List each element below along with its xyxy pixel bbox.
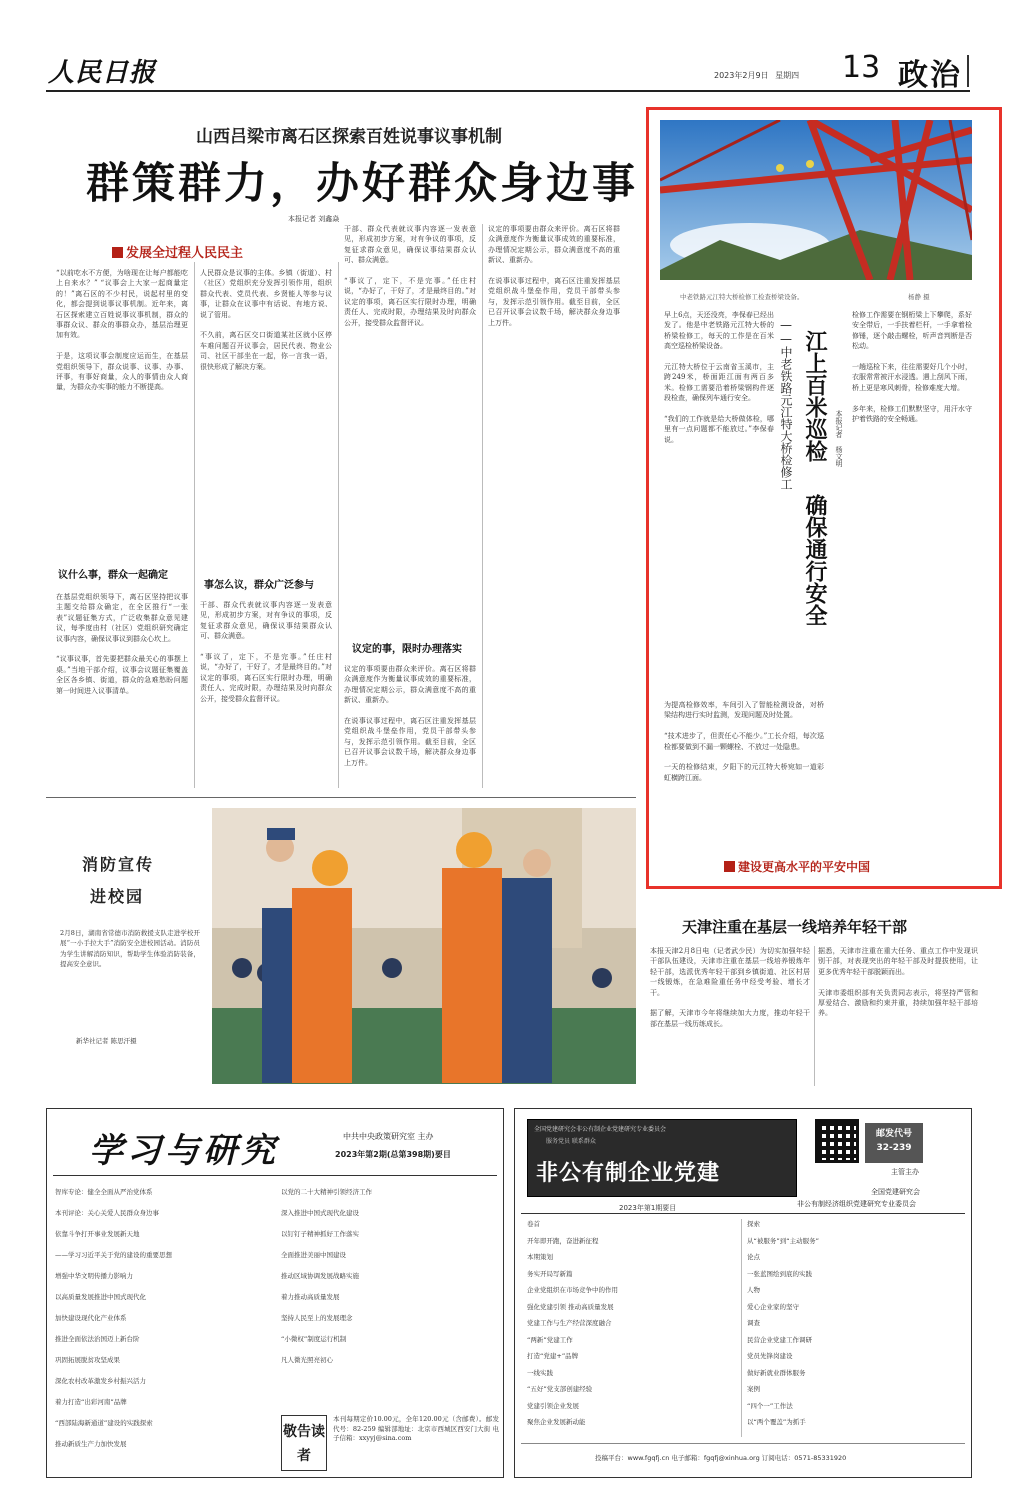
contents-item: 以党的二十大精神引领经济工作 xyxy=(281,1188,372,1196)
photo-story-credit: 新华社记者 陈思汗摄 xyxy=(76,1037,137,1045)
contents-item: 着力推动高质量发展 xyxy=(281,1293,340,1301)
contents-item: 依靠斗争打开事业发展新天地 xyxy=(55,1230,140,1238)
postal-code-label: 邮发代号 xyxy=(875,1129,912,1139)
tag-text: 建设更高水平的平安中国 xyxy=(738,860,871,874)
contents-item: 强化党建引领 推动高质量发展 xyxy=(527,1302,614,1311)
ad-right-sponsor-1: 全国党建研究会 xyxy=(871,1188,920,1196)
lead-col-1b: 在基层党组织领导下，离石区坚持把议事主题交给群众确定，在全区推行“一张表”议题征集方式，广泛收集群众意见建议，每季度由村（社区）党组织研究确定议事内容，确保议事议到群众心坎上。 “议事议事，首先要把群众最关心的事摆上桌。”当地干部介绍，议事会议题征集覆盖全区各乡镇、街道，群众的急难愁盼问题第一时间进入议事清单。 xyxy=(56,593,188,695)
ad-right-title: 非公有制企业党建 xyxy=(536,1160,721,1186)
contents-item: 深入推进中国式现代化建设 xyxy=(281,1209,359,1217)
contents-item: 党建引领企业发展 xyxy=(527,1401,579,1410)
contents-item: 民营企业党建工作调研 xyxy=(747,1335,812,1344)
contents-item: 以钉钉子精神抓好工作落实 xyxy=(281,1230,359,1238)
feature-headline-2: 确保通行安全 xyxy=(802,494,828,626)
ad-right-banner-top: 全国党建研究会非公有制企业党建研究专业委员会 xyxy=(534,1126,667,1133)
side-headline: 天津注重在基层一线培养年轻干部 xyxy=(682,918,908,936)
masthead-rule xyxy=(46,90,970,92)
ad-left-publisher: 中共中央政策研究室 主办 xyxy=(343,1132,434,1141)
contents-item: 推动新质生产力加快发展 xyxy=(55,1440,127,1448)
contents-item: 本刊评论：关心关爱人民群众身边事 xyxy=(55,1209,159,1217)
feature-photo-caption: 中老铁路元江特大桥检修工检查桥梁设备。 xyxy=(680,293,804,301)
contents-item: 着力打造“出彩河南”品牌 xyxy=(55,1398,127,1406)
lead-col-4: 议定的事项要由群众来评价。离石区将群众满意度作为衡量议事成效的重要标准，办理情况定期公示，群众满意度不高的重新议、重新办。 在说事议事过程中，离石区注重发挥基层党组织战斗堡垒作用，党员干部带头参与，发挥示范引领作用。截至目前，全区已召开议事会议数千场，解决群众身边事上万件。 xyxy=(488,225,620,327)
side-col-2: 据悉，天津市注重在重大任务、重点工作中发现识别干部，对表现突出的年轻干部及时提拔使用，让更多优秀年轻干部脱颖而出。 天津市委组织部有关负责同志表示，将坚持严管和厚爱结合、激励和约束并重，持续加强年轻干部培养。 xyxy=(818,947,978,1018)
lead-col-2b: 干部、群众代表就议事内容逐一发表意见，形成初步方案，对有争议的事项，反复征求群众意见，确保议事结果群众认可、群众满意。 “事议了，定下，不是完事。”任庄村说，“办好了，干好了，才是最终目的。”对议定的事项，离石区实行限时办理，明确责任人、完成时限，办理结果及时向群众公开，接受群众监督评议。 xyxy=(200,601,332,703)
subhead-marker-icon xyxy=(112,247,123,258)
lead-subhead-3: 事怎么议，群众广泛参与 xyxy=(204,580,314,591)
ad-right-issue: 2023年第1期要目 xyxy=(619,1204,677,1212)
contents-item: 推进全面依法治国迈上新台阶 xyxy=(55,1335,140,1343)
issue-date xyxy=(714,70,799,81)
lead-col-3b: 议定的事项要由群众来评价。离石区将群众满意度作为衡量议事成效的重要标准，办理情况定期公示，群众满意度不高的重新议、重新办。 在说事议事过程中，离石区注重发挥基层党组织战斗堡垒作用，党员干部带头参与，发挥示范引领作用。截至目前，全区已召开议事会议数千场，解决群众身边事上万件。 xyxy=(344,665,476,767)
contents-item: “四个一”工作法 xyxy=(747,1401,793,1410)
feature-subheadline: ——中老铁路元江特大桥检修工 xyxy=(779,318,793,490)
ad-nonpublic-party-building[interactable] xyxy=(514,1108,972,1478)
contents-item: 务实开局写新篇 xyxy=(527,1269,573,1278)
ad-right-footer: 投稿平台：www.fgqfj.cn 电子邮箱：fgqfj@xinhua.org 订阅电话：0571-85331920 xyxy=(595,1454,847,1462)
ad-right-contents-right xyxy=(747,1219,957,1439)
ad-left-notice-text: 本刊每期定价10.00元，全年120.00元（含邮费）。邮发代号：82-259 编辑部地址：北京市西城区西安门大街 电子信箱：xxyyj@sina.com xyxy=(333,1415,499,1442)
contents-item: 论点 xyxy=(747,1253,760,1261)
contents-item: 探索 xyxy=(747,1220,760,1228)
postal-code-badge xyxy=(865,1123,923,1163)
lead-col-2: 人民群众是议事的主体。乡镇（街道）、村（社区）党组织充分发挥引领作用，组织群众代表、党员代表、乡贤能人等参与议事，让群众在议事中有话说、有地方说、说了管用。 不久前，离石区交口街道某社区就小区停车难问题召开议事会，居民代表、物业公司、社区干部坐在一起，你一言我一语，很快形成了解决方案。 xyxy=(200,269,332,371)
lead-col-3: 干部、群众代表就议事内容逐一发表意见，形成初步方案，对有争议的事项，反复征求群众意见，确保议事结果群众认可、群众满意。 “事议了，定下，不是完事。”任庄村说，“办好了，干好了，才是最终目的。”对议定的事项，离石区实行限时办理，明确责任人、完成时限，办理结果及时向群众公开，接受群众监督评议。 xyxy=(344,225,476,327)
contents-item: 坚持人民至上的发展理念 xyxy=(281,1314,353,1322)
contents-item: 人物 xyxy=(747,1286,760,1294)
ad-left-contents xyxy=(55,1187,275,1469)
photo-story-title-1: 消防宣传 xyxy=(82,855,155,874)
contents-item: 开年即开跑，奋进新征程 xyxy=(527,1236,599,1245)
contents-item: 增强中华文明传播力影响力 xyxy=(55,1272,133,1280)
fire-safety-photo[interactable] xyxy=(212,808,636,1084)
weekday-text: 星期四 xyxy=(775,71,800,80)
lead-kicker: 山西吕梁市离石区探索百姓说事议事机制 xyxy=(196,127,502,147)
contents-item: “小微权”制度运行机制 xyxy=(281,1335,347,1343)
contents-item: 党建工作与生产经营深度融合 xyxy=(527,1319,612,1327)
side-col-1: 本报天津2月8日电（记者武少民）为切实加强年轻干部队伍建设，天津市注重在基层一线培养锻炼年轻干部，选派优秀年轻干部到乡镇街道、社区村居一线锻炼，在急难险重任务中经受考验、增长才干。 据了解，天津市今年将继续加大力度，推动年轻干部在基层一线历练成长。 xyxy=(650,947,810,1028)
contents-item: 党员先锋岗建设 xyxy=(747,1352,793,1360)
feature-tag xyxy=(724,858,870,875)
lead-byline: 本报记者 刘鑫焱 xyxy=(288,215,340,223)
contents-item: 案例 xyxy=(747,1385,760,1393)
lead-headline: 群策群力，办好群众身边事 xyxy=(86,159,638,209)
contents-item: 凡人微光照亮初心 xyxy=(281,1356,333,1364)
contents-item: 从“被服务”到“主动服务” xyxy=(747,1236,819,1245)
contents-item: 做好新就业群体服务 xyxy=(747,1368,806,1377)
contents-item: 巩固拓展脱贫攻坚成果 xyxy=(55,1356,120,1364)
ad-left-title: 学习与研究 xyxy=(89,1131,279,1171)
date-text: 2023年2月9日 xyxy=(714,71,769,80)
ad-right-sponsor-label: 主管主办 xyxy=(891,1168,919,1176)
ad-left-contents-right xyxy=(281,1187,501,1387)
contents-item: “五好”党支部创建经验 xyxy=(527,1385,593,1393)
lead-subhead-2: 议什么事，群众一起确定 xyxy=(58,570,168,581)
ad-right-banner xyxy=(527,1119,797,1197)
contents-item: 企业党组织在市场竞争中的作用 xyxy=(527,1286,618,1294)
feature-byline: 本报记者 杨文明 xyxy=(835,410,843,467)
contents-item: 一线实践 xyxy=(527,1368,553,1377)
feature-col-1: 早上6点，天还没亮，李保春已经出发了。他是中老铁路元江特大桥的桥梁检修工，每天的工作是在百米高空巡检桥梁设备。 元江特大桥位于云南省玉溪市，主跨249米，桥面距江面有两百多米。检修工需要沿着桥梁钢构件逐段检查，确保列车通行安全。 “我们的工作就是给大桥做体检，哪里有一点问题都不能放过。”李保春说。 xyxy=(664,311,774,444)
photo-story-caption: 2月8日，湖南省常德市消防救援支队走进学校开展“一小手拉大手”消防安全进校园活动。消防员为学生讲解消防知识，帮助学生体验消防装备，提高安全意识。 xyxy=(60,929,200,969)
contents-item: ——学习习近平关于党的建设的重要思想 xyxy=(55,1251,172,1259)
lead-subhead-1 xyxy=(112,242,243,261)
contents-item: 一张蓝图绘到底的实践 xyxy=(747,1269,812,1278)
contents-item: “两新”党建工作 xyxy=(527,1335,573,1344)
contents-item: 以“两个覆盖”为抓手 xyxy=(747,1418,806,1426)
contents-item: 打造“党建+”品牌 xyxy=(527,1352,579,1360)
ad-study-research[interactable] xyxy=(46,1108,504,1478)
ad-right-banner-slogan: 服务党员 联系群众 xyxy=(546,1138,596,1145)
ad-right-contents-left xyxy=(527,1219,737,1439)
feature-headline-1: 江上百米巡检 xyxy=(802,330,828,462)
contents-item: 本期策划 xyxy=(527,1253,553,1261)
newspaper-logo[interactable]: 人民日报 xyxy=(48,58,157,88)
photo-story-title-2: 进校园 xyxy=(90,887,145,906)
contents-item: 智库专论：健全全面从严治党体系 xyxy=(55,1188,153,1196)
feature-col-3: 为提高检修效率，车间引入了智能检测设备，对桥梁结构进行实时监测，发现问题及时处置。 “技术进步了，但责任心不能少。”工长介绍，每次巡检都要做到不漏一颗螺栓、不放过一处隐患。 一天的检修结束，夕阳下的元江特大桥宛如一道彩虹横跨江面。 xyxy=(664,701,824,782)
page-number: 13 xyxy=(842,50,881,85)
contents-item: 以高质量发展推进中国式现代化 xyxy=(55,1293,146,1301)
qr-code-icon[interactable] xyxy=(815,1119,859,1163)
contents-item: 卷首 xyxy=(527,1220,540,1228)
feature-photo-credit: 杨静 摄 xyxy=(908,293,930,301)
contents-item: 推动区域协调发展战略实施 xyxy=(281,1272,359,1280)
contents-item: 爱心企业家的坚守 xyxy=(747,1302,799,1311)
contents-item: “西部陆海新通道”建设的实践探索 xyxy=(55,1419,153,1427)
contents-item: 深化农村改革激发乡村振兴活力 xyxy=(55,1377,146,1385)
subhead-text: 发展全过程人民民主 xyxy=(126,246,244,261)
ad-right-sponsor-2: 非公有制经济组织党建研究专业委员会 xyxy=(797,1200,916,1208)
ad-left-issue: 2023年第2期(总第398期)要目 xyxy=(335,1150,451,1159)
contents-item: 加快建设现代化产业体系 xyxy=(55,1314,127,1322)
contents-item: 聚焦企业发展新动能 xyxy=(527,1418,586,1426)
feature-col-2: 检修工作需要在钢桁梁上下攀爬，系好安全带后，一手扶着栏杆，一手拿着检修锤，逐个敲击螺栓，听声音判断是否松动。 一趟巡检下来，往往需要好几个小时，衣服常常被汗水浸透。遇上刮风下雨，桥上更是寒风刺骨，检修难度大增。 多年来，检修工们默默坚守，用汗水守护着铁路的安全畅通。 xyxy=(852,311,972,424)
lead-subhead-4: 议定的事，限时办理落实 xyxy=(352,644,462,655)
ad-left-notice-label: 敬告读者 xyxy=(281,1415,327,1471)
bridge-photo[interactable] xyxy=(660,120,972,280)
contents-item: 全面推进美丽中国建设 xyxy=(281,1251,346,1259)
lead-col-1: “以前吃水不方便，为啥现在让每户都能吃上自来水？” “议事会上大家一起商量定的！”离石区的不少村民，说起村里的变化，都会提到说事议事机制。近年来，离石区探索建立百姓说事议事机制，群众的事群众议、群众的事群众办，基层治理更加有效。 于是，这项议事会制度应运而生，在基层党组织领导下，群众说事、议事、办事、评事，有事好商量，众人的事情由众人商量，为群众办实事的能力不断提高。 xyxy=(56,269,188,392)
postal-code-value: 32-239 xyxy=(876,1143,912,1153)
section-title: 政治 xyxy=(898,58,962,93)
contents-item: 调查 xyxy=(747,1319,760,1327)
tag-marker-icon xyxy=(724,861,735,872)
